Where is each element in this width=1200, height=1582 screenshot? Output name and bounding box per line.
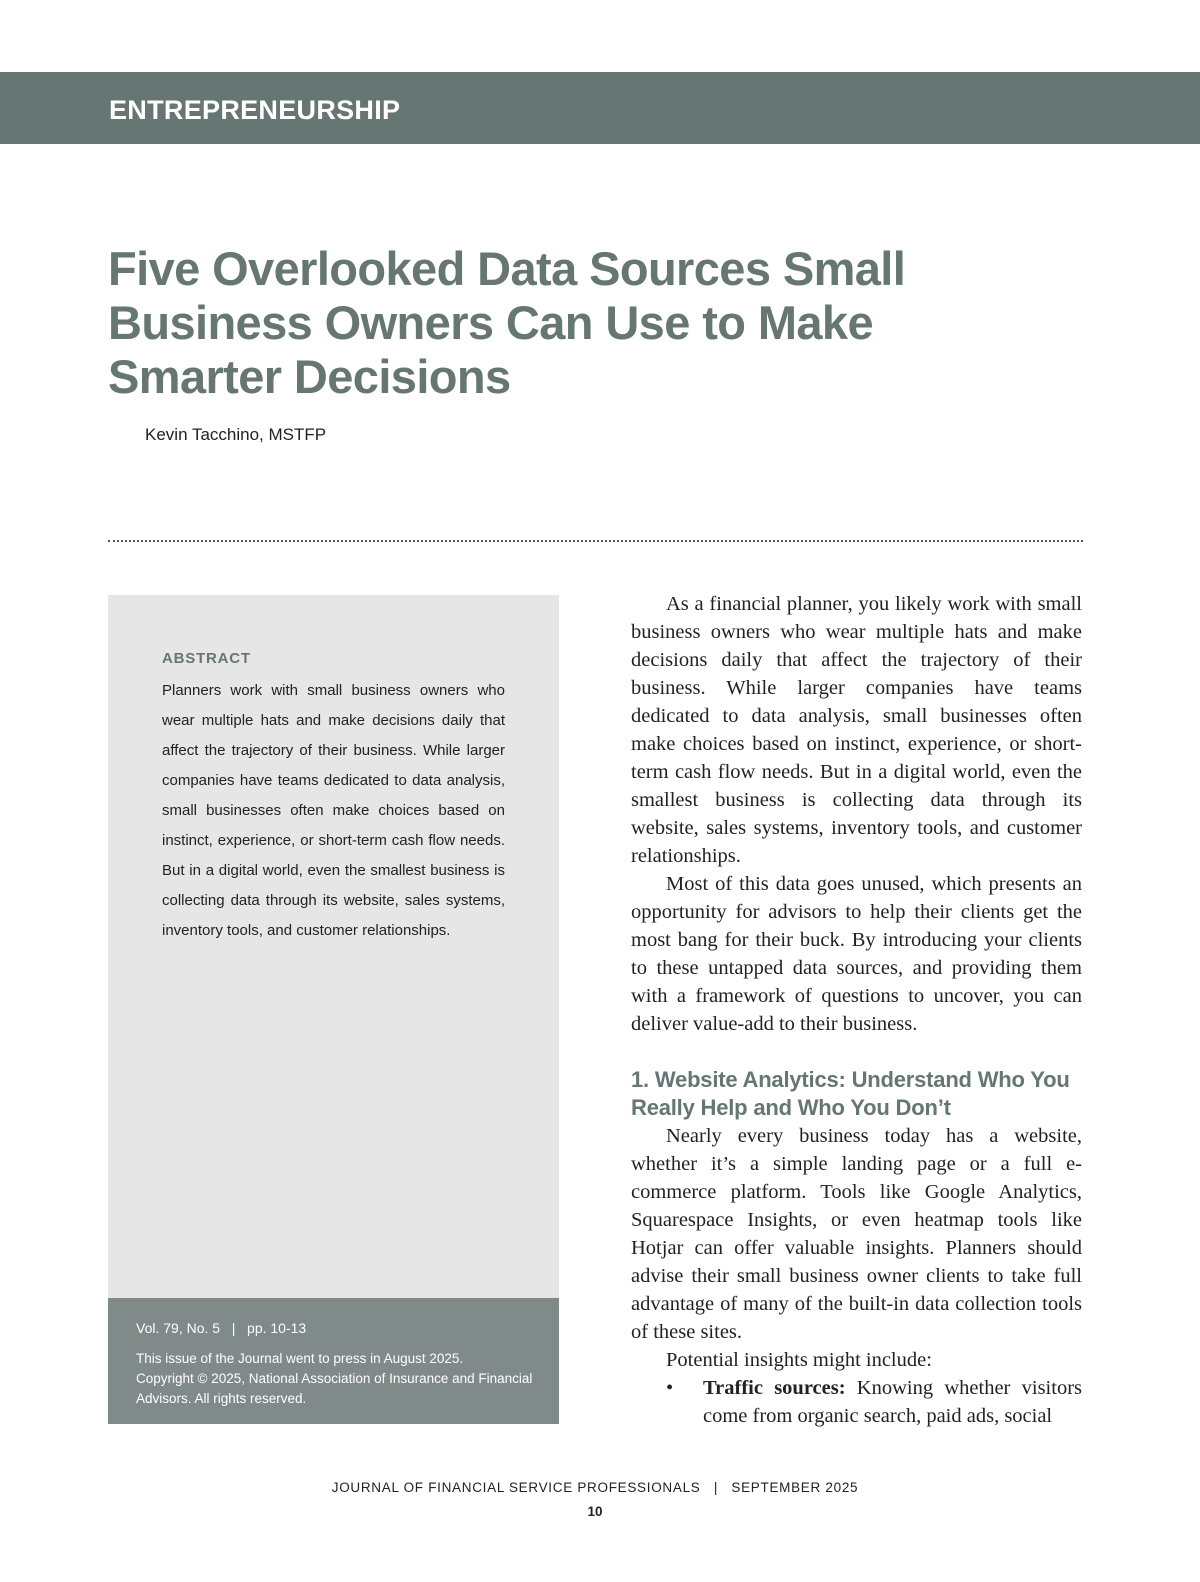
journal-footer: JOURNAL OF FINANCIAL SERVICE PROFESSIONALS | SEPTEMBER 2025	[331, 1480, 859, 1495]
section-1-paragraph-2: Potential insights might include:	[666, 1349, 932, 1371]
abstract-heading: ABSTRACT	[162, 650, 251, 667]
intro-paragraph-2: Most of this data goes unused, which presents an opportunity for advisors to help their clients get the most bang for their buck. By introducing your clients to these untapped data sources, and providing them with a framework of questions to uncover, you can deliver value-add to their business.	[631, 873, 1082, 1035]
article-author: Kevin Tacchino, MSTFP	[145, 425, 327, 444]
bullet-term: Traffic sources:	[703, 1377, 846, 1399]
copyright-text: Copyright © 2025, National Association of Insurance and Financial Advisors. All rights reserved.	[136, 1371, 533, 1406]
article-title: Five Overlooked Data Sources Small Business Owners Can Use to Make Smarter Decisions	[108, 242, 906, 403]
abstract-text: Planners work with small business owners who wear multiple hats and make decisions daily that affect the trajectory of their business. While larger companies have teams dedicated to data analysis, small businesses often make choices based on instinct, experience, or short-term cash flow needs. But in a digital world, even the smallest business is collecting data through its website, sales systems, inventory tools, and customer relationships.	[162, 682, 505, 939]
article-body	[631, 590, 1082, 1430]
section-1-paragraph-1: Nearly every business today has a website, whether it’s a simple landing page or a full e-commerce platform. Tools like Google Analytics, Squarespace Insights, or even heatmap tools like Hotjar can offer valuable insights. Planners should advise their small business owner clients to take full advantage of many of the built-in data collection tools of these sites.	[631, 1125, 1082, 1343]
section-heading-1: 1. Website Analytics: Understand Who You Really Help and Who You Don’t	[631, 1067, 1070, 1120]
page-number: 10	[587, 1504, 603, 1519]
dotted-divider	[108, 540, 1083, 542]
section-label: ENTREPRENEURSHIP	[109, 95, 401, 125]
intro-paragraph-1: As a financial planner, you likely work with small business owners who wear multiple hats and make decisions daily that affect the trajectory of their business. While larger companies have teams dedicated to data analysis, small businesses often make choices based on instinct, experience, or short-term cash flow needs. But in a digital world, even the smallest business is collecting data through its website, sales systems, inventory tools, and customer relationships.	[631, 593, 1082, 867]
volume-info: Vol. 79, No. 5 | pp. 10-13	[136, 1320, 307, 1336]
list-item	[631, 1374, 1082, 1430]
bullet-text: Knowing whether visitors come from organic search, paid ads, social	[703, 1377, 1082, 1427]
bullet-icon: •	[666, 1377, 674, 1399]
copyright-notice	[136, 1349, 536, 1409]
press-note: This issue of the Journal went to press in August 2025.	[136, 1351, 464, 1366]
